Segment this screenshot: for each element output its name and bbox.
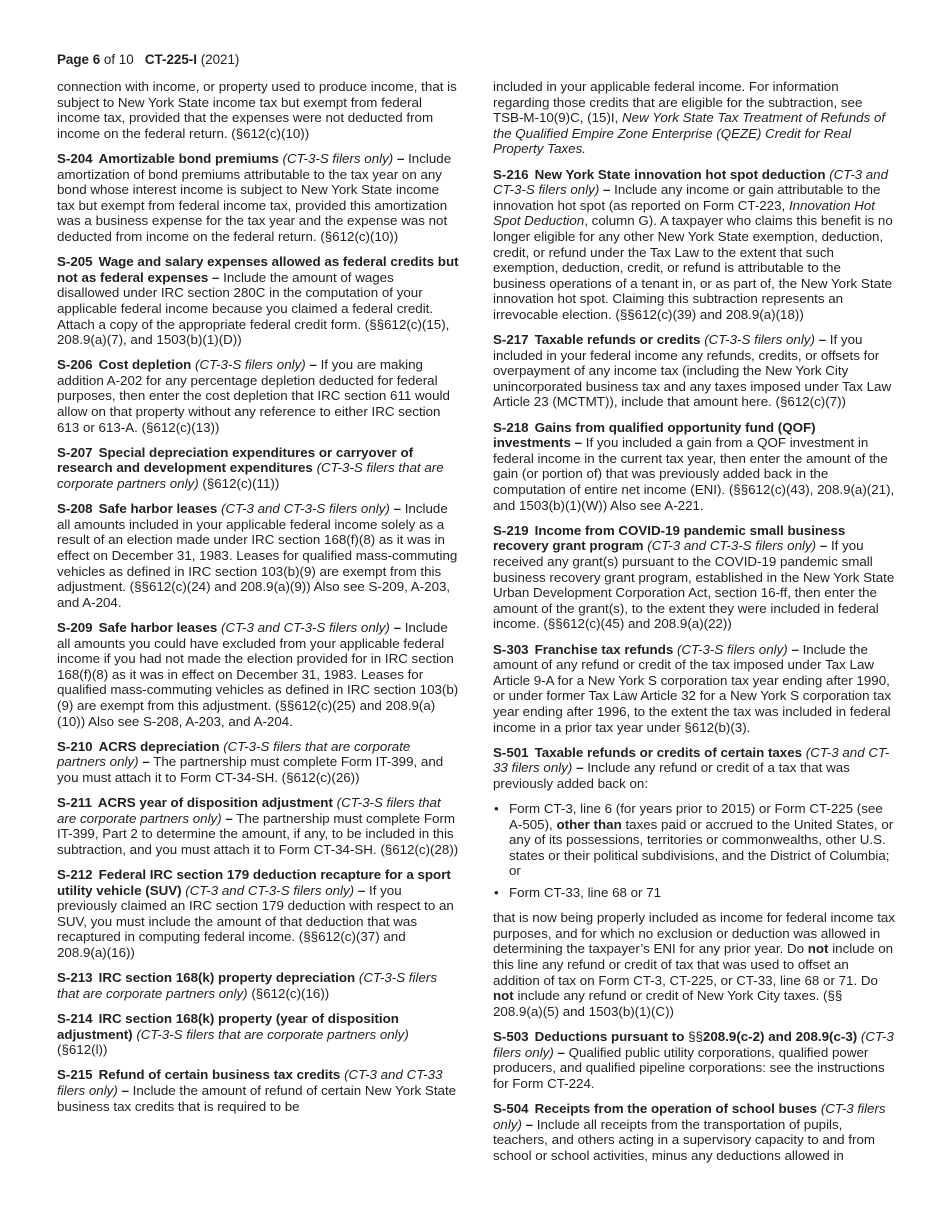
filer-note: (CT-3-S filers that are corporate partners only) [136, 1026, 409, 1042]
item-s303 [493, 642, 895, 736]
filer-note: (CT-3 and CT-3-S filers only) [185, 882, 355, 898]
line-code: S-214 [57, 1011, 93, 1026]
line-code: S-212 [57, 867, 93, 883]
filer-note: (CT-3-S filers that are corporate partners only) [57, 795, 441, 826]
list-item [493, 801, 895, 879]
item-body: Include any refund or credit of a tax that was previously added back on: [493, 760, 850, 791]
item-s217 [493, 332, 895, 410]
filer-note: (CT-3 filers only) [493, 1100, 886, 1132]
line-code: S-209 [57, 619, 93, 635]
line-code: S-218 [493, 419, 529, 435]
filer-note: (CT-3 and CT-3-S filers only) [221, 619, 390, 635]
dash: – [557, 1044, 565, 1060]
item-title: Taxable refunds or credits of certain taxes [534, 744, 803, 760]
filer-note: (CT-3 and CT-33 filers only) [493, 744, 890, 776]
item-s213 [57, 970, 459, 1001]
item-s214 [57, 1011, 459, 1058]
s501-continued [493, 910, 895, 1019]
line-code: S-211 [57, 795, 92, 811]
filer-note: (CT-3 and CT-33 filers only) [57, 1067, 443, 1098]
item-s218 [493, 420, 895, 514]
dash: – [603, 182, 611, 198]
dash: – [309, 357, 317, 373]
dash: – [574, 435, 583, 451]
section-symbol: §§ [688, 1029, 703, 1044]
page-total: of 10 [100, 52, 134, 67]
item-body: (§612(l)) [57, 1042, 108, 1058]
filer-note: (CT-3-S filers only) [704, 332, 815, 348]
item-s215 [57, 1067, 459, 1114]
item-body: If you included in your federal income any refunds, credits, or offsets for overpayment of any income tax (including the New York City unincorporated business tax and any taxes imposed under Tax Law Article 23 (MCTMT)), include that amount here. (§612(c)(7)) [493, 332, 892, 410]
dash: – [396, 150, 405, 166]
item-body: Qualified public utility corporations, qualified power producers, and qualified pipeline corporations: see the instructions for Form CT-224. [493, 1044, 885, 1091]
item-title: IRC section 168(k) property depreciation [98, 970, 356, 986]
emphasis-not: not [493, 988, 514, 1004]
line-code: S-208 [57, 501, 93, 517]
body-text: that is now being properly included as income for federal income tax purposes, and for which no exclusion or deduction was allowed in determining the taxpayer’s ENI for any prior year. Do [493, 910, 896, 957]
continued-text [493, 79, 895, 157]
item-s205 [57, 254, 459, 348]
line-code: S-213 [57, 970, 93, 986]
page-number: Page 6 [57, 52, 101, 67]
item-s219 [493, 523, 895, 632]
line-code: S-205 [57, 254, 93, 270]
dash: – [121, 1082, 129, 1098]
line-code: S-216 [493, 166, 529, 182]
item-title: Refund of certain business tax credits [98, 1067, 341, 1083]
dash: – [225, 810, 233, 826]
item-title: Receipts from the operation of school buses [534, 1100, 818, 1116]
bullet-text: Form CT-3, line 6 (for years prior to 2015) or Form CT-225 (see A-505), [509, 801, 883, 832]
continued-body: included in your applicable federal income. For information regarding those credits that are eligible for the subtraction, see TSB-M-10(9)C, (15)I, [493, 79, 863, 126]
item-title: Safe harbor leases [98, 501, 218, 517]
item-body: Include amortization of bond premiums attributable to the tax year on any bond whose interest income is subject to New York State income tax but exempt from federal income tax, provided this amortization was a business expense for the tax year and the expense was not deducted from income on the federal return. (§612(c)(10)) [57, 150, 452, 244]
item-body: Include the amount of any refund or credit of the tax imposed under Tax Law Article 9-A for a New York S corporation tax year ending after 1990, or under former Tax Law Article 32 for a New York S corporation tax year ending after 1996, to the extent the tax was included in federal income in a prior tax year under §612(b)(3). [493, 641, 892, 735]
item-title: Taxable refunds or credits [534, 332, 701, 348]
item-body: Include all amounts you could have excluded from your applicable federal income if you had not made the election provided for in IRC section 168(f)(8) as it was in effect on December 31, 1983. Leases for qualified mass-commuting vehicles as defined in IRC section 103(b)(9) are exempt from this adjustment. (§§612(c)(25) and 208.9(a)(10)) Also see S-208, A-203, and A-204. [57, 619, 459, 729]
item-title: Deductions pursuant to [534, 1029, 685, 1044]
dash: – [818, 332, 827, 348]
page-header [57, 52, 239, 67]
form-number: CT-225-I [144, 52, 197, 67]
filer-note: (CT-3-S filers only) [282, 150, 394, 166]
item-body: Include all amounts included in your applicable federal income solely as a result of an election made under IRC section 168(f)(8) as it was in effect on December 31, 1983. Leases for qualified mass-commuting vehicles as defined in IRC section 103(b)(9) are exempt from this adjustment. (§§612(c)(24) and 208.9(a)(9)) Also see S-209, A-203, and A-204. [57, 501, 458, 610]
filer-note: (CT-3-S filers that are corporate partners only) [57, 970, 437, 1001]
item-body: Include any income or gain attributable to the innovation hot spot (as reported on Form CT-223, [493, 182, 881, 213]
dash: – [525, 1116, 534, 1132]
item-body: (§612(c)(16)) [251, 985, 330, 1001]
item-body: If you are making addition A-202 for any percentage depletion deducted for federal purposes, then enter the cost depletion that IRC section 611 would allow on that property without any reference to either IRC section 613 or 613-A. (§612(c)(13)) [57, 357, 450, 435]
item-title: Special depreciation expenditures or carryover of research and development expenditures [57, 444, 414, 476]
line-code: S-215 [57, 1067, 93, 1083]
line-code: S-503 [493, 1029, 529, 1044]
item-title: ACRS year of disposition adjustment [97, 795, 333, 811]
item-title: Gains from qualified opportunity fund (QOF) investments [493, 419, 816, 451]
line-code: S-303 [493, 641, 529, 657]
dash: – [357, 882, 366, 898]
item-title: Safe harbor leases [98, 619, 218, 635]
item-s209 [57, 620, 459, 729]
filer-note: (CT-3-S filers only) [195, 357, 306, 373]
form-title: Innovation Hot Spot Deduction [493, 197, 876, 229]
item-body: Include the amount of refund of certain New York State business tax credits that is required to be [57, 1082, 457, 1114]
item-s208 [57, 501, 459, 610]
filer-note: (CT-3 and CT-3-S filers only) [647, 538, 817, 554]
item-title: ACRS depreciation [98, 738, 220, 754]
dash: – [819, 538, 828, 554]
line-code: S-217 [493, 332, 529, 348]
item-s216 [493, 167, 895, 323]
item-title: Amortizable bond premiums [98, 150, 279, 166]
item-body: Include the amount of wages disallowed under IRC section 280C in the computation of your applicable federal income because you claimed a federal credit. Attach a copy of the appropriate federal credit form. (§§612(c)(15), 208.9(a)(7), and 1503(b)(1)(D)) [57, 269, 450, 348]
dash: – [393, 501, 401, 517]
dash: – [576, 760, 584, 776]
item-body: If you included a gain from a QOF investment in federal income in the current tax year, then enter the amount of the gain (or portion of) that was previously added back in the computation of entire net income (ENI). (§§612(c)(43), 208.9(a)(21), and 1503(b)(1)(W)) Also see A-221. [493, 435, 895, 513]
body-text: include on this line any refund or credit of tax that was used to offset an addition of tax on Form CT-3, CT-225, or CT-33, line 68 or 71. Do [493, 941, 894, 988]
filer-note: (CT-3 and CT-3-S filers only) [493, 166, 889, 198]
filer-note: (CT-3-S filers only) [677, 641, 788, 657]
item-s210 [57, 739, 459, 786]
line-code: S-501 [493, 744, 529, 760]
item-body: The partnership must complete Form IT-399, Part 2 to determine the amount, if any, to be included in this subtraction, and you must attach it to Form CT-34-SH. (§612(c)(28)) [57, 810, 459, 857]
item-title: Cost depletion [98, 357, 192, 373]
right-column [493, 79, 895, 1173]
publication-title: New York State Tax Treatment of Refunds of the Qualified Empire Zone Enterprise (QEZE) Credit for Real Property Taxes. [493, 110, 886, 157]
s501-bullet-list [493, 801, 895, 901]
item-s206 [57, 357, 459, 435]
filer-note: (CT-3-S filers that are corporate partners only) [57, 738, 411, 770]
item-title: Federal IRC section 179 deduction recapture for a sport utility vehicle (SUV) [57, 867, 451, 898]
left-column [57, 79, 459, 1124]
emphasis-not: not [807, 941, 829, 957]
item-title: Income from COVID-19 pandemic small business recovery grant program [493, 522, 846, 554]
continued-text: connection with income, or property used to produce income, that is subject to New York State income tax but exempt from federal income tax, provided that the expenses were not deducted from income on the federal return. (§612(c)(10)) [57, 79, 457, 141]
item-body: If you received any grant(s) pursuant to the COVID-19 pandemic small business recovery grant program, established in the New York State Urban Development Corporation Act, section 16-ff, then enter the amount of the grant(s), to the extent they were included in federal income. (§§612(c)(45) and 208.9(a)(22)) [493, 538, 895, 632]
bullet-text-cont: taxes paid or accrued to the United States, or any of its possessions, territories or commonwealths, other U.S. states or their political subdivisions, and the District of Columbia; or [509, 816, 894, 879]
bullet-emphasis: other than [556, 816, 622, 832]
item-s204 [57, 151, 459, 245]
item-s212 [57, 867, 459, 961]
dash: – [791, 641, 799, 657]
line-code: S-204 [57, 150, 93, 166]
form-year: (2021) [196, 52, 240, 67]
item-title-cont: 208.9(c-2) and 208.9(c-3) [702, 1029, 858, 1044]
dash: – [142, 754, 150, 770]
body-text: include any refund or credit of New York City taxes. (§§ 208.9(a)(5) and 1503(b)(1)(C)) [493, 988, 843, 1019]
list-item [493, 885, 895, 901]
dash: – [212, 269, 220, 285]
item-s501 [493, 745, 895, 792]
bullet-text: Form CT-33, line 68 or 71 [509, 885, 662, 901]
item-s504 [493, 1101, 895, 1163]
line-code: S-207 [57, 444, 93, 460]
filer-note: (CT-3 and CT-3-S filers only) [221, 501, 390, 517]
item-body: (§612(c)(11)) [202, 476, 280, 492]
item-title: New York State innovation hot spot deduction [534, 166, 826, 182]
item-body: The partnership must complete Form IT-399, and you must attach it to Form CT-34-SH. (§612(c)(26)) [57, 754, 444, 785]
item-title: Franchise tax refunds [534, 641, 674, 657]
line-code: S-210 [57, 738, 93, 754]
item-s207 [57, 445, 459, 492]
line-code: S-504 [493, 1100, 529, 1116]
item-title: IRC section 168(k) property (year of disposition adjustment) [57, 1011, 399, 1042]
dash: – [393, 619, 401, 635]
item-title: Wage and salary expenses allowed as federal credits but not as federal expenses [57, 254, 459, 285]
item-body-cont: , column G). A taxpayer who claims this benefit is no longer eligible for any other New York State exemption, deduction, credit, or refund under the Tax Law to the extent that such exemption, deduction, credit, or refund is attributable to the business operations of a tenant in, or as part of, the New York State innovation hot spot. Claiming this subtraction represents an irrevocable election. (§§612(c)(39) and 208.9(a)(18)) [493, 213, 893, 322]
item-s211 [57, 795, 459, 857]
item-body: Include all receipts from the transportation of pupils, teachers, and others acting in a supervisory capacity to and from school or school activities, minus any deductions allowed in [493, 1116, 875, 1163]
filer-note: (CT-3-S filers that are corporate partners only) [57, 460, 444, 492]
line-code: S-206 [57, 357, 93, 373]
filer-note: (CT-3 filers only) [493, 1029, 894, 1060]
item-s503 [493, 1029, 895, 1091]
item-body: If you previously claimed an IRC section 179 deduction with respect to an SUV, you must include the amount of that deduction that was recaptured in computing federal income. (§§612(c)(37) and 208.9(a)(16)) [57, 882, 454, 961]
line-code: S-219 [493, 522, 529, 538]
